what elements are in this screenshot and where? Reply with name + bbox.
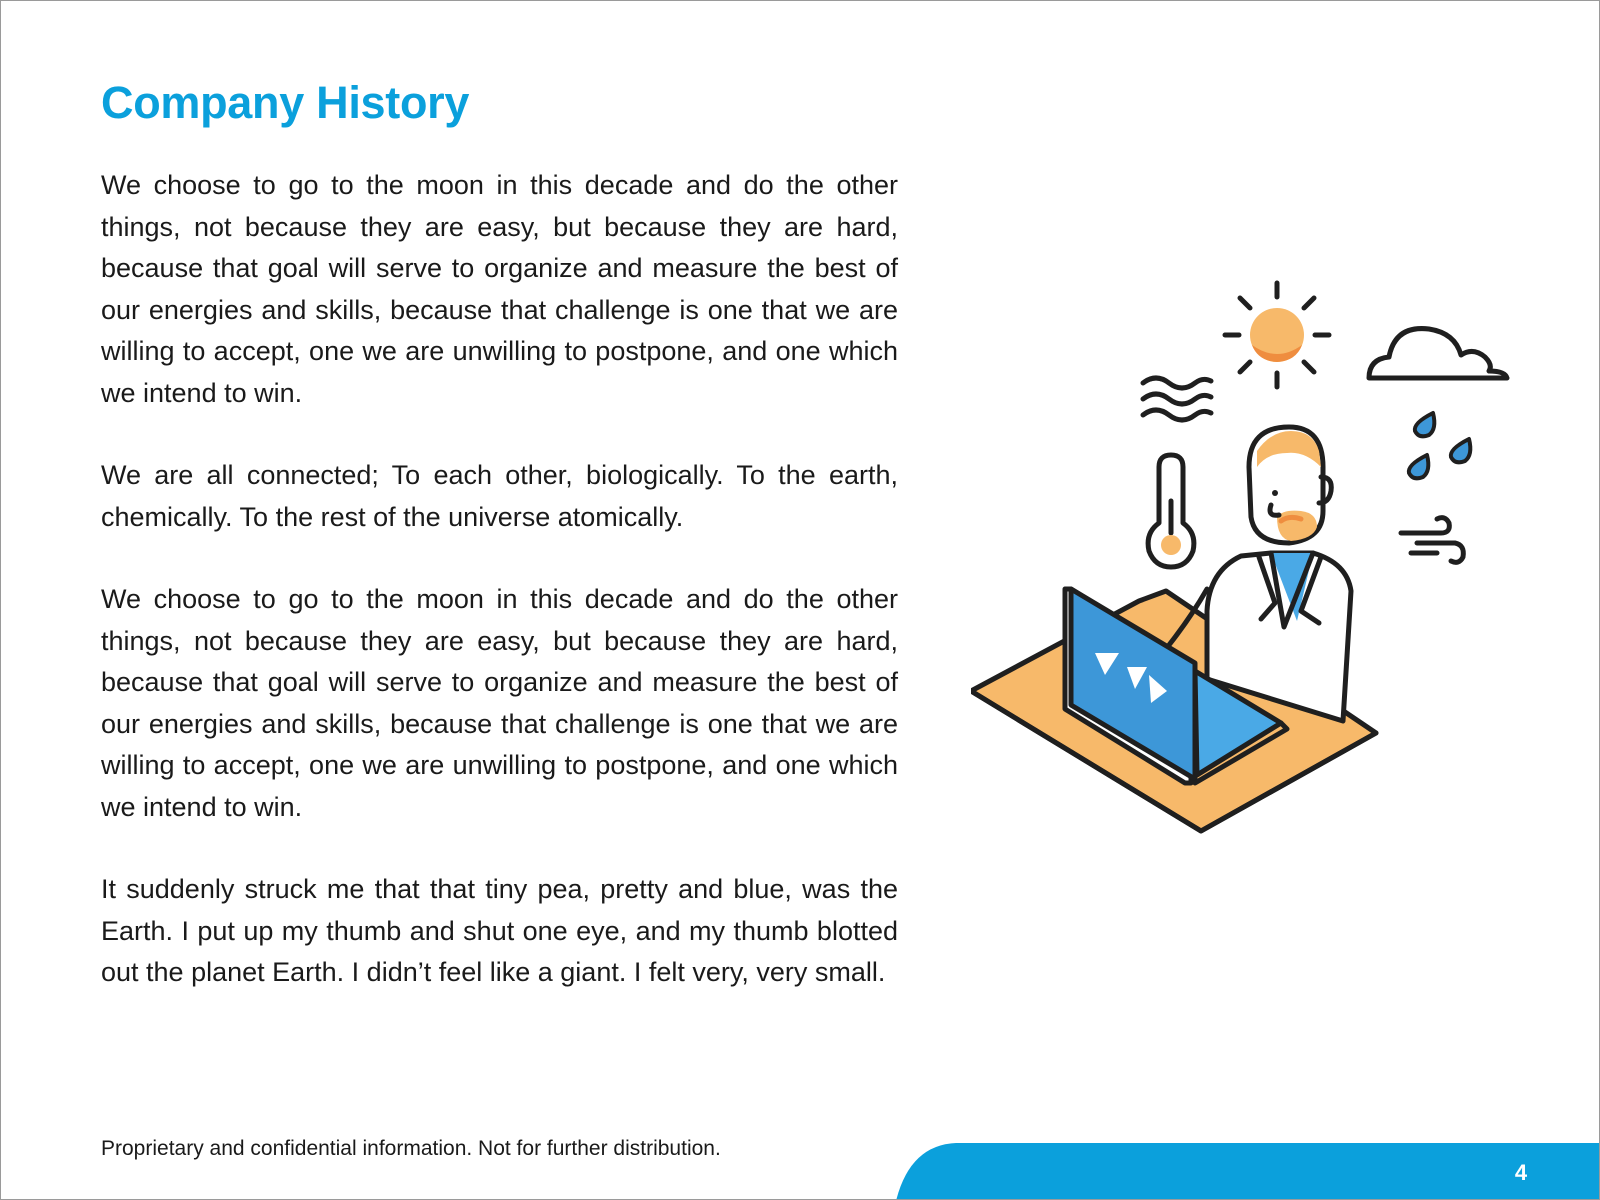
page-number: 4 xyxy=(1514,1160,1528,1185)
sun-icon xyxy=(1225,283,1329,387)
paragraph-4: It suddenly struck me that that tiny pea, pretty and blue, was the Earth. I put up my thumb and shut one eye, and my thumb blotted out the planet Earth. I didn’t feel like a giant. I felt very, very small. xyxy=(101,874,898,987)
confidentiality-note: Proprietary and confidential information. Not for further distribution. xyxy=(101,1137,721,1160)
page-title: Company History xyxy=(101,77,470,128)
scientist-illustration xyxy=(971,271,1531,871)
paragraph-3: We choose to go to the moon in this decade and do the other things, not because they are easy, but because they are hard, because that goal will serve to organize and measure the best of our energies and skills, because that challenge is one that we are willing to accept, one we are unwilling to postpone, and one which we intend to win. xyxy=(101,584,898,822)
paragraph-2: We are all connected; To each other, biologically. To the earth, chemically. To the rest of the universe atomically. xyxy=(101,460,898,532)
breeze-icon xyxy=(1401,518,1463,563)
raindrops-icon xyxy=(1409,413,1471,478)
wind-icon xyxy=(1143,378,1211,420)
paragraph-1: We choose to go to the moon in this decade and do the other things, not because they are easy, but because they are hard, because that goal will serve to organize and measure the best of our energies and skills, because that challenge is one that we are willing to accept, one we are unwilling to postpone, and one which we intend to win. xyxy=(101,170,898,408)
thermometer-icon xyxy=(1148,455,1194,567)
body-text xyxy=(101,165,898,1035)
cloud-icon xyxy=(1369,329,1507,378)
footer-bar xyxy=(896,1141,1600,1200)
